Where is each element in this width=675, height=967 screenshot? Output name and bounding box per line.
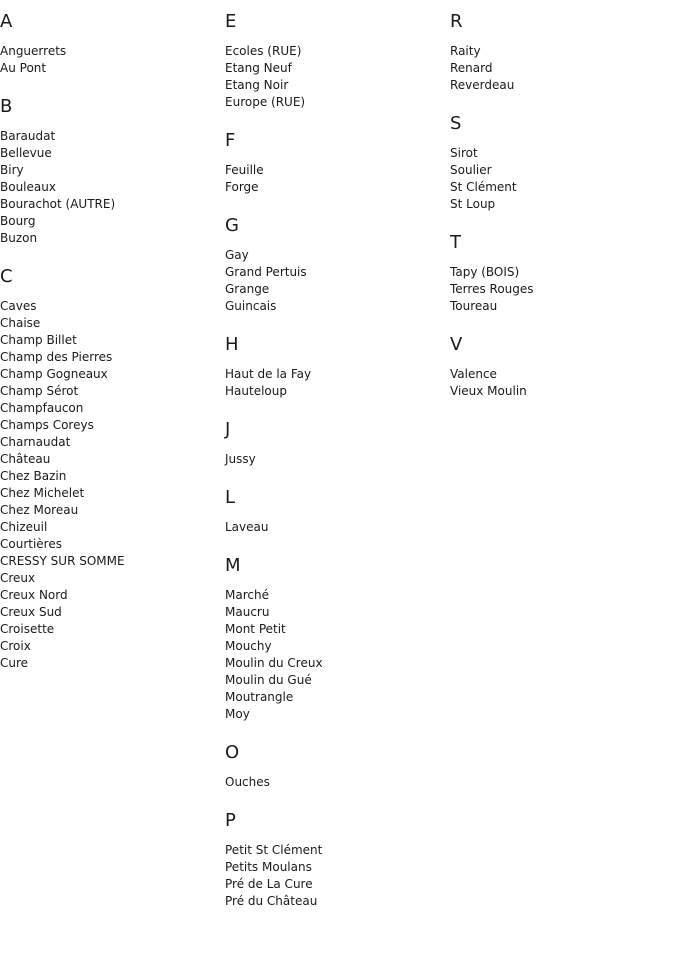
place-entry[interactable]: Tapy (BOIS): [450, 265, 520, 279]
place-entry[interactable]: Grange: [225, 282, 270, 296]
place-entry[interactable]: Ouches: [225, 775, 270, 789]
place-entry[interactable]: St Clément: [450, 180, 517, 194]
place-entry[interactable]: Charnaudat: [0, 435, 71, 449]
entry-list: [450, 366, 675, 400]
letter-group: [225, 743, 450, 791]
place-entry[interactable]: Courtières: [0, 537, 62, 551]
place-entry[interactable]: Champ des Pierres: [0, 350, 113, 364]
place-entry[interactable]: Etang Neuf: [225, 61, 292, 75]
place-entry[interactable]: Bourachot (AUTRE): [0, 197, 116, 211]
place-entry[interactable]: Ecoles (RUE): [225, 44, 302, 58]
place-entry[interactable]: Marché: [225, 588, 269, 602]
place-entry[interactable]: Laveau: [225, 520, 269, 534]
letter-heading: E: [225, 11, 237, 32]
letter-heading: L: [225, 487, 236, 508]
place-entry[interactable]: Cure: [0, 656, 29, 670]
place-entry[interactable]: Chaise: [0, 316, 41, 330]
place-entry[interactable]: Vieux Moulin: [450, 384, 527, 398]
letter-heading: H: [225, 334, 239, 355]
index-column: [0, 0, 225, 692]
place-entry[interactable]: Croisette: [0, 622, 55, 636]
place-entry[interactable]: Guincais: [225, 299, 277, 313]
letter-group: [450, 335, 675, 400]
place-entry[interactable]: Renard: [450, 61, 493, 75]
letter-heading: C: [0, 266, 13, 287]
letter-group: [450, 114, 675, 213]
entry-list: [225, 366, 450, 400]
place-entry[interactable]: Champ Billet: [0, 333, 77, 347]
letter-group: [225, 420, 450, 468]
letter-heading: B: [0, 96, 13, 117]
entry-list: [225, 519, 450, 536]
entry-list: [450, 145, 675, 213]
place-entry[interactable]: Bellevue: [0, 146, 52, 160]
letter-group: [225, 488, 450, 536]
place-entry[interactable]: Petit St Clément: [225, 843, 323, 857]
index-column: [450, 0, 675, 420]
letter-group: [0, 97, 225, 247]
entry-list: [225, 842, 450, 910]
entry-list: [450, 43, 675, 94]
letter-group: [225, 811, 450, 910]
place-entry[interactable]: Creux Nord: [0, 588, 68, 602]
index-column: [225, 0, 450, 930]
place-entry[interactable]: Haut de la Fay: [225, 367, 312, 381]
place-entry[interactable]: Champ Gogneaux: [0, 367, 108, 381]
place-entry[interactable]: Pré de La Cure: [225, 877, 313, 891]
place-entry[interactable]: Hauteloup: [225, 384, 287, 398]
place-entry[interactable]: Chizeuil: [0, 520, 48, 534]
place-entry[interactable]: Château: [0, 452, 51, 466]
place-entry[interactable]: Raity: [450, 44, 481, 58]
place-entry[interactable]: CRESSY SUR SOMME: [0, 554, 125, 568]
place-entry[interactable]: Valence: [450, 367, 497, 381]
place-entry[interactable]: Bourg: [0, 214, 36, 228]
place-entry[interactable]: Maucru: [225, 605, 270, 619]
place-entry[interactable]: Champ Sérot: [0, 384, 79, 398]
letter-group: [225, 131, 450, 196]
entry-list: [225, 587, 450, 723]
place-entry[interactable]: Europe (RUE): [225, 95, 306, 109]
place-entry[interactable]: Moulin du Gué: [225, 673, 312, 687]
letter-heading: P: [225, 810, 236, 831]
letter-group: [225, 335, 450, 400]
place-entry[interactable]: Croix: [0, 639, 31, 653]
place-entry[interactable]: St Loup: [450, 197, 496, 211]
entry-list: [450, 264, 675, 315]
place-entry[interactable]: Champs Coreys: [0, 418, 94, 432]
place-entry[interactable]: Terres Rouges: [450, 282, 534, 296]
entry-list: [225, 43, 450, 111]
place-entry[interactable]: Moutrangle: [225, 690, 294, 704]
place-entry[interactable]: Chez Moreau: [0, 503, 79, 517]
place-entry[interactable]: Petits Moulans: [225, 860, 312, 874]
place-entry[interactable]: Feuille: [225, 163, 264, 177]
letter-group: [225, 12, 450, 111]
place-entry[interactable]: Reverdeau: [450, 78, 515, 92]
entry-list: [225, 774, 450, 791]
entry-list: [0, 298, 225, 672]
entry-list: [225, 451, 450, 468]
place-entry[interactable]: Mont Petit: [225, 622, 286, 636]
place-entry[interactable]: Soulier: [450, 163, 492, 177]
letter-heading: G: [225, 215, 239, 236]
place-entry[interactable]: Gay: [225, 248, 249, 262]
entry-list: [225, 247, 450, 315]
place-entry[interactable]: Caves: [0, 299, 37, 313]
place-entry[interactable]: Moy: [225, 707, 250, 721]
letter-heading: T: [450, 232, 461, 253]
place-entry[interactable]: Jussy: [225, 452, 256, 466]
place-entry[interactable]: Bouleaux: [0, 180, 56, 194]
letter-heading: M: [225, 555, 241, 576]
letter-group: [0, 12, 225, 77]
place-entry[interactable]: Creux Sud: [0, 605, 62, 619]
place-entry[interactable]: Etang Noir: [225, 78, 289, 92]
place-entry[interactable]: Forge: [225, 180, 259, 194]
place-entry[interactable]: Biry: [0, 163, 24, 177]
letter-heading: F: [225, 130, 236, 151]
place-entry[interactable]: Mouchy: [225, 639, 272, 653]
letter-group: [450, 12, 675, 94]
letter-heading: A: [0, 11, 13, 32]
entry-list: [0, 43, 225, 77]
place-entry[interactable]: Creux: [0, 571, 36, 585]
letter-group: [0, 267, 225, 672]
place-entry[interactable]: Moulin du Creux: [225, 656, 323, 670]
letter-heading: R: [450, 11, 463, 32]
entry-list: [0, 128, 225, 247]
place-entry[interactable]: Toureau: [450, 299, 498, 313]
letter-group: [225, 556, 450, 723]
letter-heading: O: [225, 742, 240, 763]
place-entry[interactable]: Baraudat: [0, 129, 56, 143]
place-entry[interactable]: Pré du Château: [225, 894, 318, 908]
place-entry[interactable]: Au Pont: [0, 61, 47, 75]
letter-heading: S: [450, 113, 462, 134]
letter-group: [450, 233, 675, 315]
letter-group: [225, 216, 450, 315]
place-entry[interactable]: Champfaucon: [0, 401, 84, 415]
place-entry[interactable]: Chez Bazin: [0, 469, 67, 483]
place-entry[interactable]: Chez Michelet: [0, 486, 85, 500]
entry-list: [225, 162, 450, 196]
place-entry[interactable]: Buzon: [0, 231, 38, 245]
place-entry[interactable]: Grand Pertuis: [225, 265, 307, 279]
place-entry[interactable]: Sirot: [450, 146, 478, 160]
letter-heading: J: [225, 419, 231, 440]
place-entry[interactable]: Anguerrets: [0, 44, 67, 58]
letter-heading: V: [450, 334, 463, 355]
